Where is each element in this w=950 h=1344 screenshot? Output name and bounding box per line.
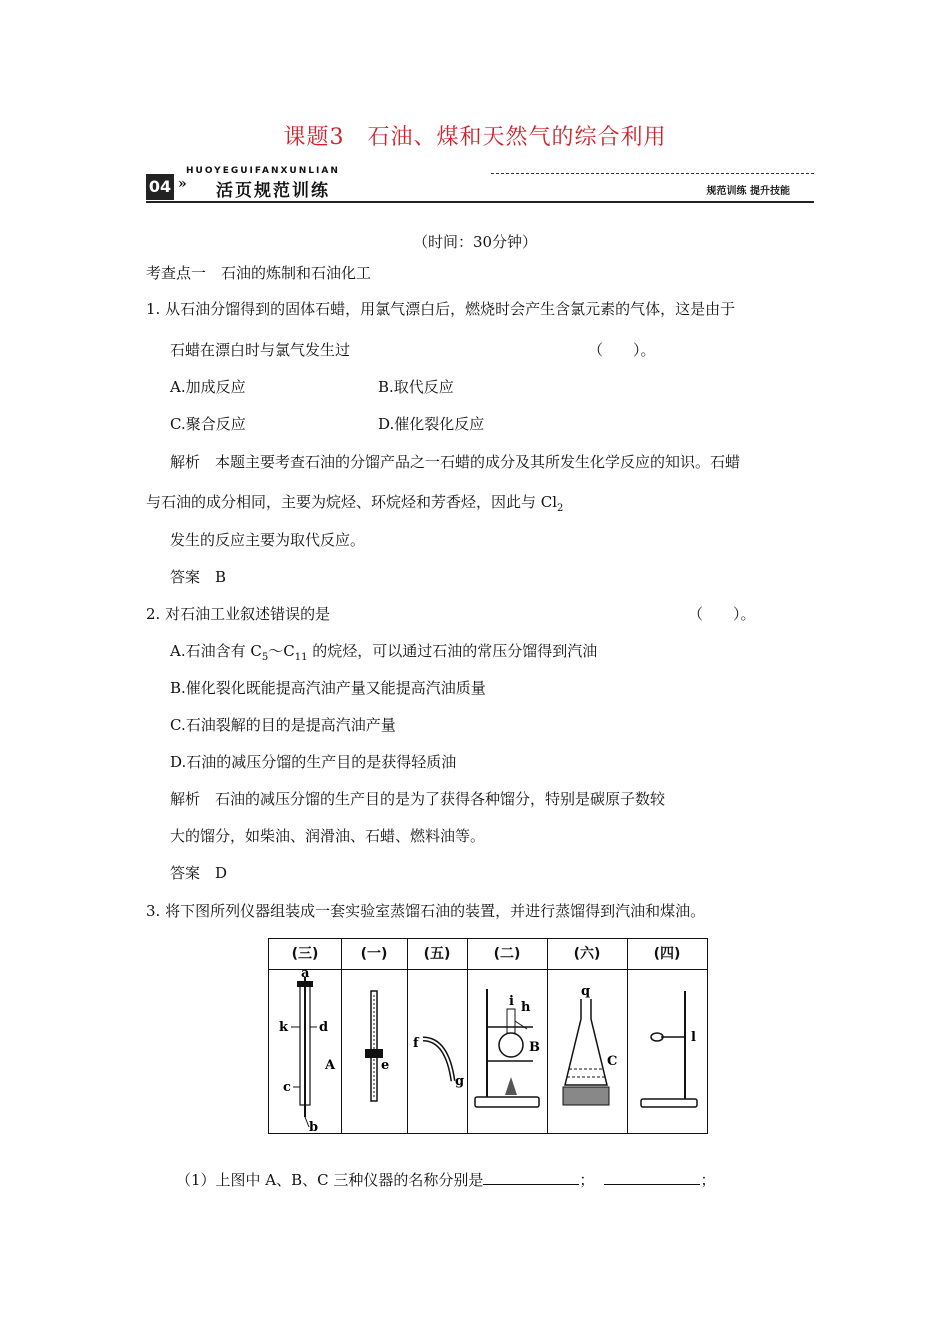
svg-text:B: B bbox=[529, 1040, 540, 1055]
q1-option-c: C.聚合反应 bbox=[170, 415, 246, 433]
q1-option-a: A.加成反应 bbox=[170, 378, 246, 396]
question-1-stem-cont: 石蜡在漂白时与氯气发生过 bbox=[170, 341, 351, 359]
svg-text:b: b bbox=[309, 1120, 319, 1133]
apparatus-figure bbox=[268, 938, 708, 1134]
q1-analysis-end: 发生的反应主要为取代反应。 bbox=[170, 531, 366, 549]
svg-text:h: h bbox=[521, 1000, 531, 1015]
q2-option-a: A.石油含有 $C_5\sim C_{11}$ 的烷烃，可以通过石油的常压分馏得到汽油 bbox=[170, 642, 598, 663]
chevron-icon: » bbox=[178, 176, 187, 192]
svg-text:l: l bbox=[691, 1030, 696, 1045]
svg-text:i: i bbox=[509, 994, 514, 1009]
figure-col-1: (一) e bbox=[341, 939, 408, 1133]
question-3-sub-1: （1）上图中 A、B、C 三种仪器的名称分别是 ； ； bbox=[176, 1171, 716, 1189]
banner-slogan: 规范训练 提升技能 bbox=[706, 186, 790, 197]
answer-blank-a[interactable] bbox=[483, 1170, 579, 1185]
banner-badge: 04 bbox=[146, 174, 174, 200]
q1-answer: 答案 B bbox=[170, 568, 227, 586]
q1-option-b: B.取代反应 bbox=[378, 378, 454, 396]
figure-col-6: (六) q C bbox=[547, 939, 628, 1133]
q1-analysis: 解析 本题主要考查石油的分馏产品之一石蜡的成分及其所发生化学反应的知识。石蜡 bbox=[170, 453, 741, 471]
page-title: 课题3 石油、煤和天然气的综合利用 bbox=[283, 125, 667, 150]
svg-text:d: d bbox=[319, 1020, 329, 1035]
q2-answer: 答案 D bbox=[170, 864, 228, 882]
question-1-stem: 1. 从石油分馏得到的固体石蜡，用氯气漂白后，燃烧时会产生含氯元素的气体，这是由于 bbox=[146, 300, 736, 318]
figure-col-5: (五) f g bbox=[407, 939, 468, 1133]
banner-dashed-line bbox=[491, 173, 814, 174]
q2-option-c: C.石油裂解的目的是提高汽油产量 bbox=[170, 716, 396, 734]
q2-option-d: D.石油的减压分馏的生产目的是获得轻质油 bbox=[170, 753, 457, 771]
q1-analysis-cont: 与石油的成分相同，主要为烷烃、环烷烃和芳香烃，因此与 $Cl_2$ bbox=[146, 493, 564, 514]
svg-text:e: e bbox=[381, 1058, 390, 1073]
svg-text:A: A bbox=[325, 1058, 336, 1073]
q2-analysis: 解析 石油的减压分馏的生产目的是为了获得各种馏分，特别是碳原子数较 bbox=[170, 790, 666, 808]
condenser-drawing bbox=[269, 969, 341, 1133]
q1-option-d: D.催化裂化反应 bbox=[378, 415, 485, 433]
distillation-flask-drawing bbox=[467, 969, 547, 1133]
banner-rule bbox=[146, 201, 814, 203]
question-1-answer-paren: （ ）。 bbox=[588, 341, 656, 359]
figure-col-2: (二) i h B bbox=[467, 939, 548, 1133]
svg-text:a: a bbox=[301, 969, 310, 981]
conical-flask-drawing bbox=[547, 969, 627, 1133]
svg-text:g: g bbox=[455, 1074, 465, 1089]
question-3-stem: 3. 将下图所列仪器组装成一套实验室蒸馏石油的装置，并进行蒸馏得到汽油和煤油。 bbox=[146, 902, 706, 920]
svg-text:C: C bbox=[607, 1054, 618, 1069]
q2-option-b: B.催化裂化既能提高汽油产量又能提高汽油质量 bbox=[170, 679, 486, 697]
q2-analysis-cont: 大的馏分，如柴油、润滑油、石蜡、燃料油等。 bbox=[170, 827, 486, 845]
section-heading: 考查点一 石油的炼制和石油化工 bbox=[146, 264, 372, 282]
svg-text:f: f bbox=[413, 1036, 419, 1051]
svg-text:q: q bbox=[581, 984, 591, 999]
figure-col-3: (三) a k d A c b bbox=[269, 939, 342, 1133]
banner-title: 活页规范训练 bbox=[216, 181, 330, 201]
thermometer-drawing bbox=[341, 969, 407, 1133]
adapter-drawing bbox=[407, 969, 467, 1133]
iron-stand-drawing bbox=[627, 969, 707, 1133]
svg-text:k: k bbox=[279, 1020, 289, 1035]
figure-col-4: (四) l bbox=[627, 939, 707, 1133]
answer-blank-b[interactable] bbox=[604, 1170, 700, 1185]
section-banner bbox=[146, 162, 814, 204]
banner-pinyin: HUOYEGUIFANXUNLIAN bbox=[186, 166, 340, 176]
svg-text:c: c bbox=[283, 1080, 291, 1095]
question-2-answer-paren: （ ）。 bbox=[688, 605, 756, 623]
question-2-stem: 2. 对石油工业叙述错误的是 bbox=[146, 605, 331, 623]
time-limit: （时间：30分钟） bbox=[412, 233, 538, 251]
